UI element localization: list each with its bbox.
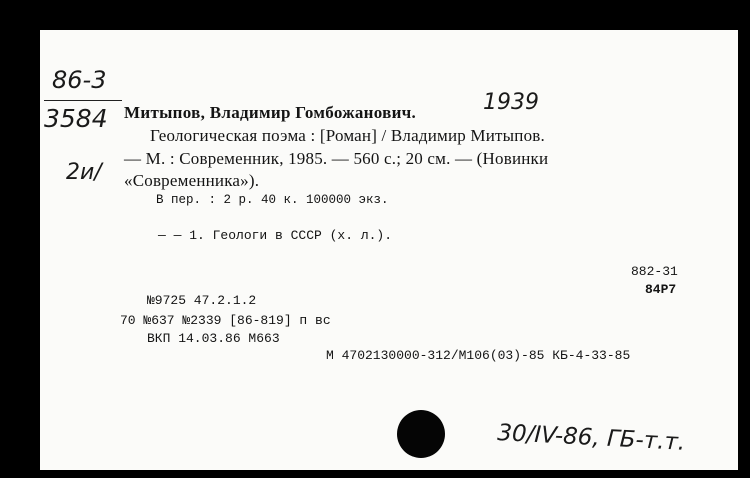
catalog-card: [40, 30, 738, 470]
title-line-2: — М. : Современник, 1985. — 560 с.; 20 см. — (Новинки: [124, 149, 549, 168]
price-line: В пер. : 2 р. 40 к. 100000 экз.: [156, 193, 389, 207]
publisher-code: М 4702130000-312/М106(03)-85 КБ-4-33-85: [326, 348, 631, 363]
handwritten-year: 1939: [483, 90, 539, 115]
number-line-1: №9725 47.2.1.2: [147, 293, 257, 308]
shelf-mark-divider: [44, 100, 122, 101]
subject-heading: — — 1. Геологи в СССР (х. л.).: [158, 228, 393, 243]
author-heading: Митыпов, Владимир Гомбожанович.: [124, 103, 417, 122]
shelf-mark-bottom: 3584: [44, 104, 108, 133]
number-line-2: 70 №637 №2339 [86-819] п вс: [120, 313, 331, 328]
filing-hole: [397, 410, 445, 458]
title-line-3: «Современника»).: [124, 171, 260, 190]
classification-bottom: 84Р7: [645, 282, 677, 297]
margin-note: 2и/: [66, 160, 102, 185]
title-line-1: Геологическая поэма : [Роман] / Владимир Митыпов.: [150, 126, 545, 145]
number-line-3: ВКП 14.03.86 М663: [147, 331, 280, 346]
classification-top: 882-31: [631, 264, 678, 279]
shelf-mark-top: 86-3: [52, 66, 107, 94]
handwritten-date-note: 30/IV-86, ГБ-т.т.: [496, 420, 686, 456]
